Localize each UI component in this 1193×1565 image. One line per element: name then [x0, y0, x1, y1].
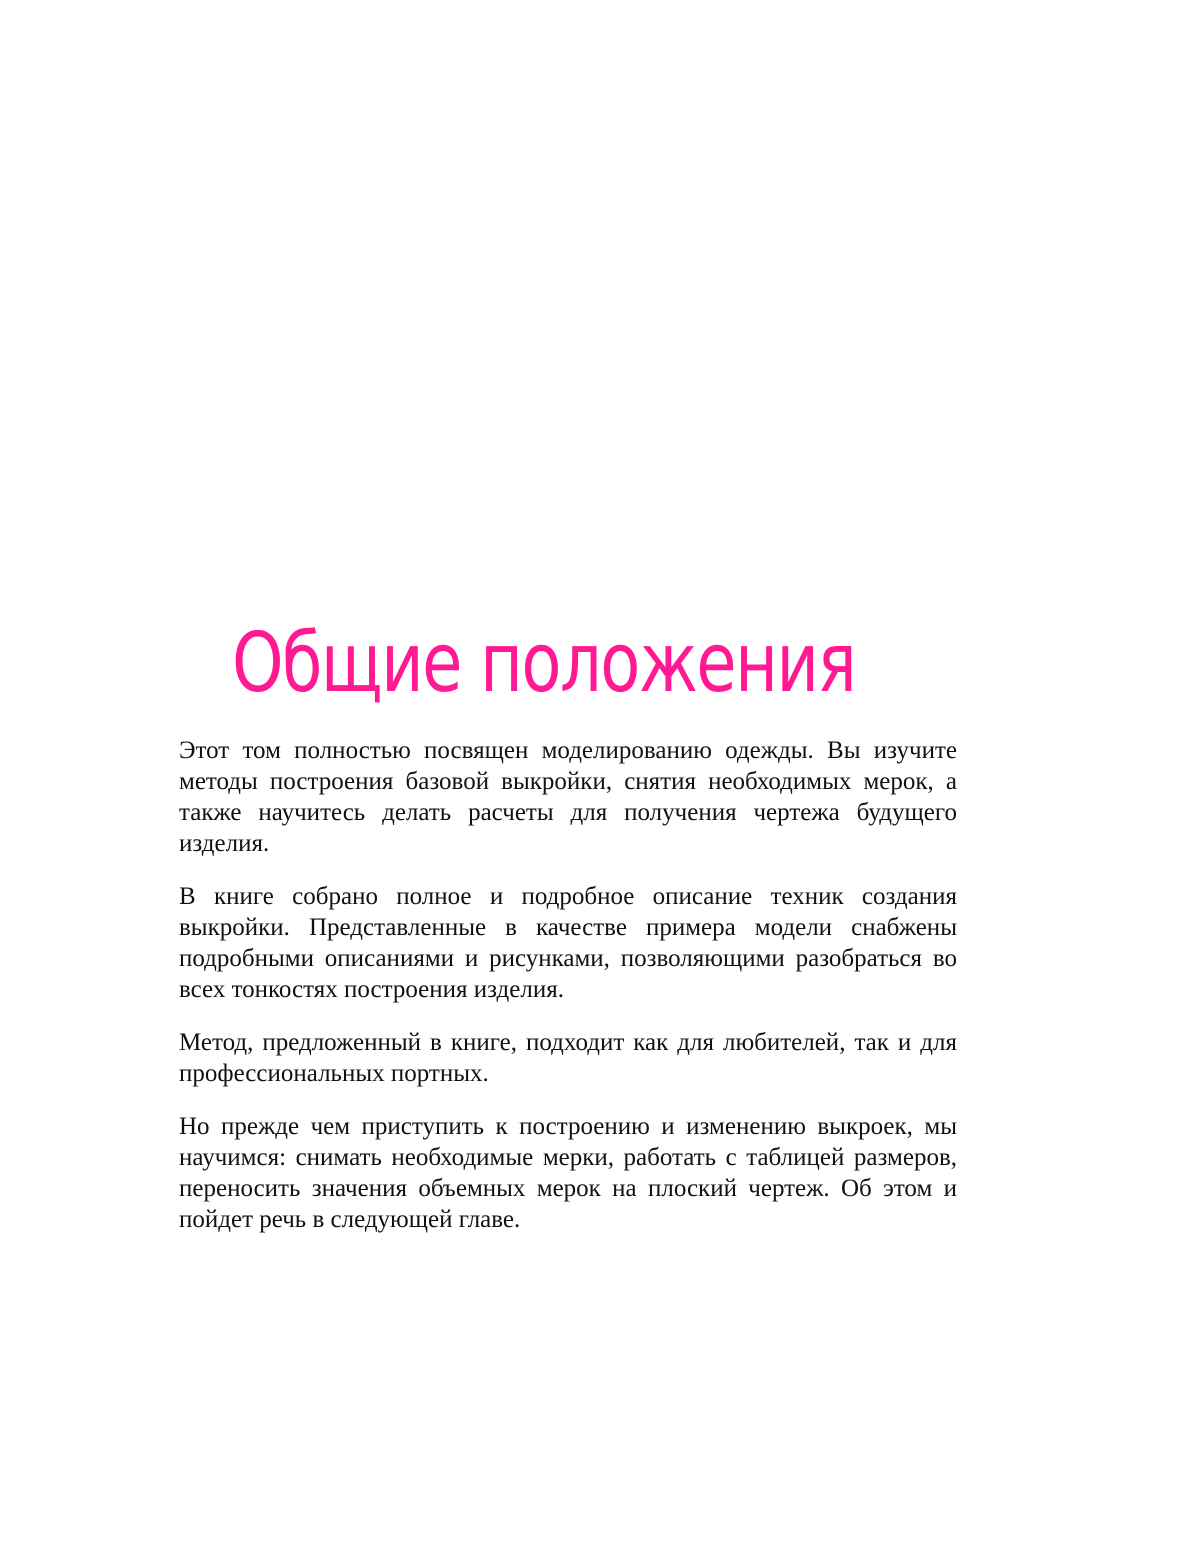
paragraph-4: Но прежде чем приступить к построению и изменению выкроек, мы научимся: снимать необходимые мерки, работать с таблицей размеров, переносить значения объемных мерок на плоский чертеж. Об этом и пойдет речь в следующей главе.: [179, 1113, 957, 1233]
body-text: [179, 735, 957, 1257]
paragraph-2: В книге собрано полное и подробное описание техник создания выкройки. Представленные в качестве примера модели снабжены подробными описаниями и рисунками, позволяющими разобраться во всех тонкостях построения изделия.: [179, 883, 957, 1003]
paragraph-3: Метод, предложенный в книге, подходит как для любителей, так и для профессиональных портных.: [179, 1029, 957, 1087]
chapter-title: Общие положения: [232, 616, 856, 711]
paragraph-1: Этот том полностью посвящен моделированию одежды. Вы изучите методы построения базовой выкройки, снятия необходимых мерок, а также научитесь делать расчеты для получения чертежа будущего изделия.: [179, 737, 957, 857]
